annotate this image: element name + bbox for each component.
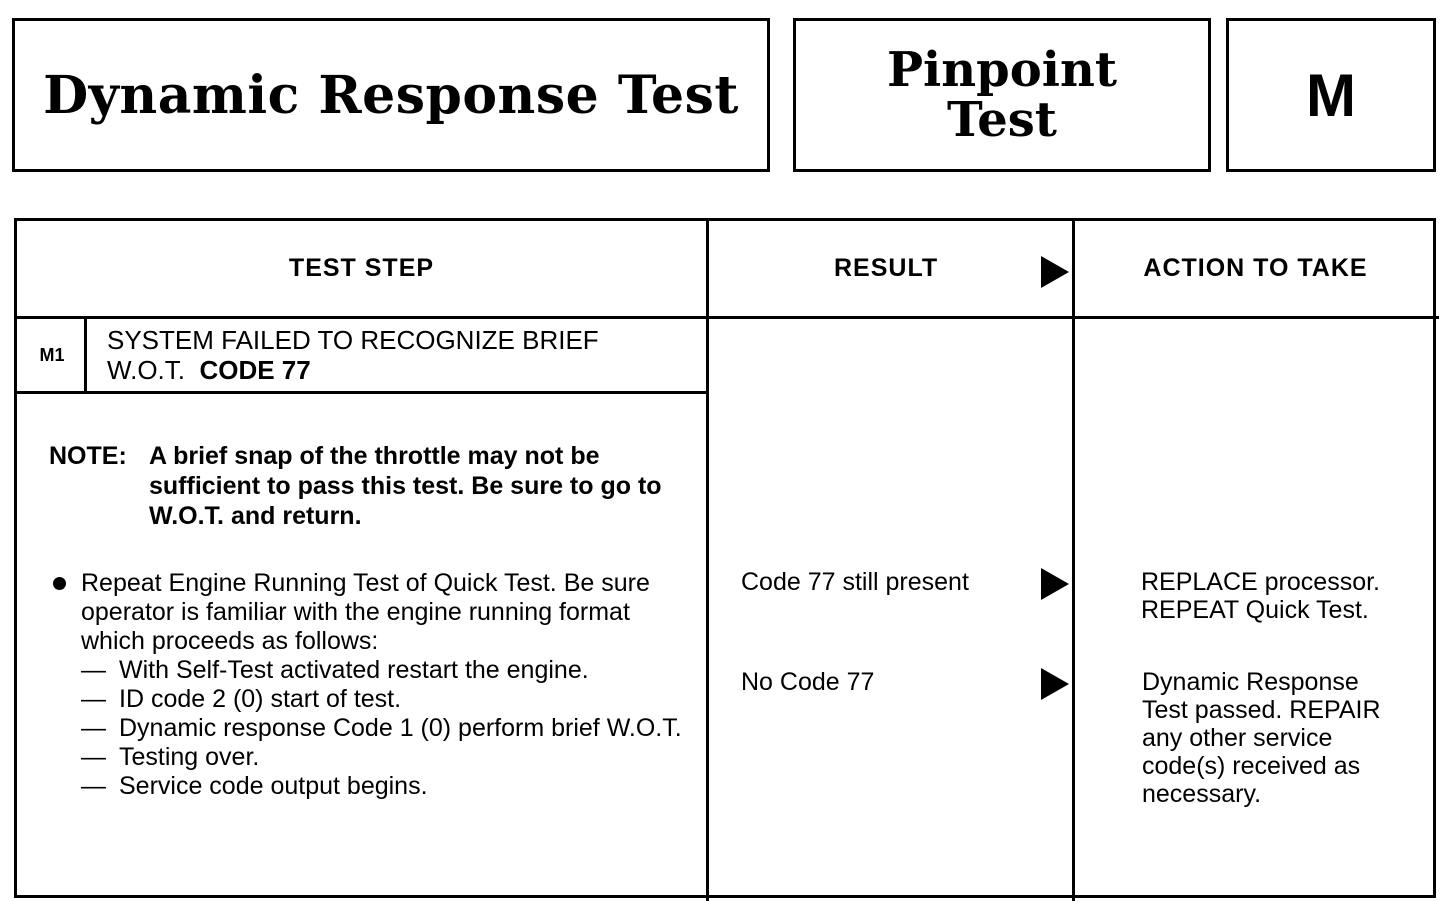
dash-icon: —: [81, 656, 106, 684]
procedure-block: [49, 569, 699, 801]
action-1-line1: REPLACE processor.: [1141, 568, 1380, 596]
result-1: Code 77 still present: [741, 568, 969, 596]
step-title-line1: SYSTEM FAILED TO RECOGNIZE BRIEF: [107, 325, 599, 355]
sub-item: — Testing over.: [81, 743, 260, 771]
header-divider: [17, 316, 1439, 319]
pinpoint-test-box: [793, 18, 1211, 172]
page-title: Dynamic Response Test: [43, 64, 739, 126]
result-2-arrow-icon: [1041, 668, 1069, 700]
header-result-arrow-icon: [1041, 256, 1069, 288]
action-1: [1141, 568, 1431, 624]
action-2: Dynamic Response Test passed. REPAIR any other service code(s) received as necessary.: [1142, 668, 1381, 808]
note-block: [49, 441, 689, 531]
result-1-arrow-icon: [1041, 568, 1069, 600]
step-title: [107, 325, 599, 385]
dash-icon: —: [81, 685, 106, 713]
title-box: [12, 18, 770, 172]
step-title-code: CODE 77: [199, 355, 311, 385]
dash-icon: —: [81, 714, 106, 742]
step-id-divider: [84, 319, 87, 391]
result-2: No Code 77: [741, 668, 875, 696]
column-divider-1: [706, 221, 709, 901]
pinpoint-label-line1: Pinpoint: [886, 42, 1118, 98]
header-result: RESULT: [834, 254, 939, 282]
pinpoint-label-line2: Test: [947, 92, 1057, 148]
sub-item: — ID code 2 (0) start of test.: [81, 685, 402, 713]
note-text: A brief snap of the throttle may not be sufficient to pass this test. Be sure to go to W.O.T. and return.: [149, 442, 662, 530]
header-test-step: TEST STEP: [288, 254, 435, 282]
test-table: [14, 218, 1436, 898]
dash-icon: —: [81, 772, 106, 800]
sub-item: — With Self-Test activated restart the engine.: [81, 656, 589, 684]
header-action: ACTION TO TAKE: [1143, 254, 1368, 282]
step-title-line2: [107, 355, 599, 385]
test-letter: M: [1306, 61, 1356, 129]
procedure-text: Repeat Engine Running Test of Quick Test. Be sure operator is familiar with the engine running format which proceeds as follows:: [81, 569, 650, 655]
test-letter-box: [1226, 18, 1436, 172]
step-title-wot: W.O.T.: [107, 355, 185, 385]
column-divider-2: [1072, 221, 1075, 901]
dash-icon: —: [81, 743, 106, 771]
action-1-line2: REPEAT Quick Test.: [1141, 596, 1369, 624]
sub-item: — Dynamic response Code 1 (0) perform brief W.O.T.: [81, 714, 682, 742]
note-label: NOTE:: [49, 442, 127, 470]
step-title-divider: [17, 391, 709, 394]
step-id: M1: [39, 344, 65, 365]
bullet-icon: [53, 577, 66, 590]
sub-item: — Service code output begins.: [81, 772, 428, 800]
